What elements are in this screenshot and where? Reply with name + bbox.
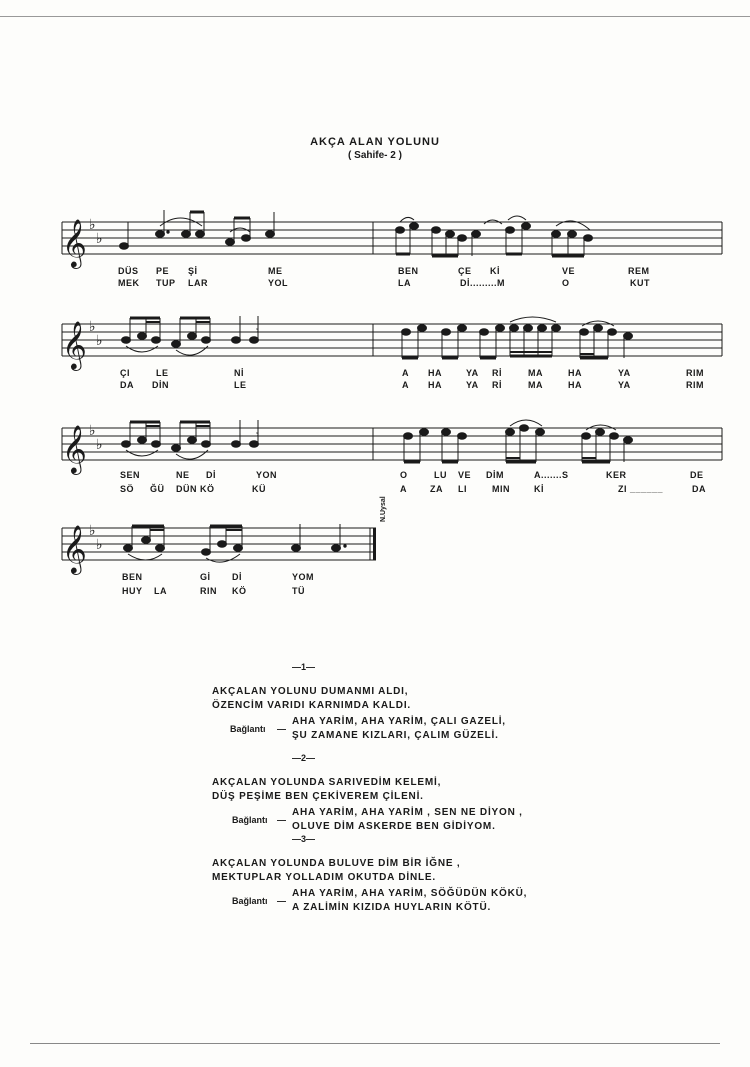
lyric-syllable: TÜ xyxy=(292,586,305,596)
lyric-syllable: DÜN xyxy=(176,484,197,494)
lyric-syllable: DA xyxy=(692,484,706,494)
lyric-syllable: ZA xyxy=(430,484,443,494)
lyric-syllable: Kİ xyxy=(490,266,500,276)
baglanti-dash: — xyxy=(277,896,286,906)
baglanti-dash: — xyxy=(277,815,286,825)
lyric-syllable: KER xyxy=(606,470,627,480)
lyric-syllable: LI xyxy=(458,484,467,494)
lyric-syllable: TUP xyxy=(156,278,176,288)
lyric-syllable: Şİ xyxy=(188,266,198,276)
lyric-syllable: Dİ.........M xyxy=(460,278,506,288)
page-title: AKÇA ALAN YOLUNU xyxy=(310,136,440,148)
lyric-syllable: RIN xyxy=(200,586,217,596)
treble-clef-icon: 𝄞 xyxy=(62,524,87,573)
flat-icon: ♭ xyxy=(96,333,103,349)
refrain-line: A ZALİMİN KIZIDA HUYLARIN KÖTÜ. xyxy=(292,902,492,913)
flat-icon: ♭ xyxy=(96,231,103,247)
treble-clef-icon: 𝄞 xyxy=(62,424,87,473)
verse-line: AKÇALAN YOLUNDA BULUVE DİM BİR İĞNE , xyxy=(212,858,461,869)
refrain-line: OLUVE DİM ASKERDE BEN GİDİYOM. xyxy=(292,821,496,832)
lyric-syllable: YOM xyxy=(292,572,315,582)
lyric-syllable: MEK xyxy=(118,278,140,288)
lyric-syllable: ÇE xyxy=(458,266,472,276)
lyric-syllable: LAR xyxy=(188,278,208,288)
lyric-syllable: Dİ xyxy=(232,572,242,582)
staff-system-1 xyxy=(62,222,722,254)
lyric-syllable: ÇI xyxy=(120,368,130,378)
flat-icon: ♭ xyxy=(96,437,103,453)
lyric-syllable: RIM xyxy=(686,368,704,378)
treble-clef-icon: 𝄞 xyxy=(62,320,87,369)
lyric-syllable: O xyxy=(400,470,408,480)
lyric-syllable: HA xyxy=(428,380,442,390)
lyric-syllable: LE xyxy=(234,380,247,390)
lyric-syllable: A xyxy=(402,380,409,390)
lyric-syllable: LU xyxy=(434,470,447,480)
scan-line-bottom xyxy=(30,1043,720,1044)
verse-line: ÖZENCİM VARIDI KARNIMDA KALDI. xyxy=(212,700,411,711)
lyric-syllable: KÜ xyxy=(252,484,266,494)
lyric-syllable: YON xyxy=(256,470,278,480)
baglanti-label: Bağlantı xyxy=(232,815,268,825)
lyric-syllable: KÖ xyxy=(200,484,215,494)
lyric-syllable: YA xyxy=(466,368,479,378)
lyric-syllable: YOL xyxy=(268,278,289,288)
lyric-syllable: VE xyxy=(458,470,472,480)
lyric-syllable: DİM xyxy=(486,470,504,480)
lyric-syllable: LA xyxy=(398,278,411,288)
lyric-syllable: Kİ xyxy=(534,484,544,494)
page-subtitle: ( Sahife- 2 ) xyxy=(348,150,402,161)
verse-line: AKÇALAN YOLUNDA SARIVEDİM KELEMİ, xyxy=(212,777,442,788)
lyric-syllable: YA xyxy=(618,380,631,390)
lyric-syllable: MA xyxy=(528,368,543,378)
baglanti-label: Bağlantı xyxy=(232,896,268,906)
baglanti-dash: — xyxy=(277,724,286,734)
lyric-syllable: KÖ xyxy=(232,586,247,596)
svg-text:𝄾: 𝄾 xyxy=(256,324,259,337)
lyric-syllable: A xyxy=(400,484,407,494)
svg-text:𝄾: 𝄾 xyxy=(256,428,259,441)
lyric-syllable: Rİ xyxy=(492,380,502,390)
verse-number: —2— xyxy=(292,753,316,763)
lyric-syllable: DE xyxy=(690,470,704,480)
lyric-syllable: HA xyxy=(568,368,582,378)
refrain-line: AHA YARİM, AHA YARİM, ÇALI GAZELİ, xyxy=(292,716,506,727)
lyric-syllable: SEN xyxy=(120,470,141,480)
lyric-syllable: KUT xyxy=(630,278,650,288)
lyric-syllable: BEN xyxy=(122,572,143,582)
lyric-syllable: Dİ xyxy=(206,470,216,480)
lyric-syllable: SÖ xyxy=(120,484,135,494)
lyric-syllable: REM xyxy=(628,266,650,276)
lyric-syllable: VE xyxy=(562,266,576,276)
verse-number: —1— xyxy=(292,662,316,672)
baglanti-label: Bağlantı xyxy=(230,724,266,734)
flat-icon: ♭ xyxy=(89,423,96,439)
lyric-syllable: MIN xyxy=(492,484,510,494)
lyric-syllable: LA xyxy=(154,586,167,596)
refrain-line: ŞU ZAMANE KIZLARI, ÇALIM GÜZELİ. xyxy=(292,730,499,741)
lyric-syllable: HUY xyxy=(122,586,143,596)
lyric-syllable: YA xyxy=(618,368,631,378)
lyric-syllable: HA xyxy=(428,368,442,378)
lyric-syllable: ĞÜ xyxy=(150,484,165,494)
lyric-syllable: PE xyxy=(156,266,170,276)
flat-icon: ♭ xyxy=(96,537,103,553)
treble-clef-icon: 𝄞 xyxy=(62,218,87,267)
lyric-syllable: ME xyxy=(268,266,283,276)
lyric-syllable: DİN xyxy=(152,380,169,390)
lyric-syllable: Rİ xyxy=(492,368,502,378)
lyric-syllable: DA xyxy=(120,380,134,390)
flat-icon: ♭ xyxy=(89,319,96,335)
verse-line: DÜŞ PEŞİME BEN ÇEKİVEREM ÇİLENİ. xyxy=(212,791,424,802)
lyric-syllable: DÜS xyxy=(118,266,139,276)
lyric-syllable: A.......S xyxy=(534,470,569,480)
lyric-syllable: O xyxy=(562,278,570,288)
lyric-syllable: A xyxy=(402,368,409,378)
lyric-syllable: NE xyxy=(176,470,190,480)
verse-number: —3— xyxy=(292,834,316,844)
lyric-syllable: LE xyxy=(156,368,169,378)
verse-line: MEKTUPLAR YOLLADIM OKUTDA DİNLE. xyxy=(212,872,436,883)
refrain-line: AHA YARİM, AHA YARİM , SEN NE DİYON , xyxy=(292,807,523,818)
lyric-syllable: Gİ xyxy=(200,572,211,582)
lyric-syllable: Nİ xyxy=(234,368,244,378)
composer-credit: N.Uysal xyxy=(380,496,387,522)
verse-line: AKÇALAN YOLUNU DUMANMI ALDI, xyxy=(212,686,409,697)
refrain-line: AHA YARİM, AHA YARİM, SÖĞÜDÜN KÖKÜ, xyxy=(292,888,528,899)
lyric-syllable: ZI ______ xyxy=(618,484,664,494)
lyric-syllable: RIM xyxy=(686,380,704,390)
flat-icon: ♭ xyxy=(89,523,96,539)
lyric-syllable: HA xyxy=(568,380,582,390)
lyric-syllable: BEN xyxy=(398,266,419,276)
lyric-syllable: YA xyxy=(466,380,479,390)
lyric-syllable: MA xyxy=(528,380,543,390)
flat-icon: ♭ xyxy=(89,217,96,233)
